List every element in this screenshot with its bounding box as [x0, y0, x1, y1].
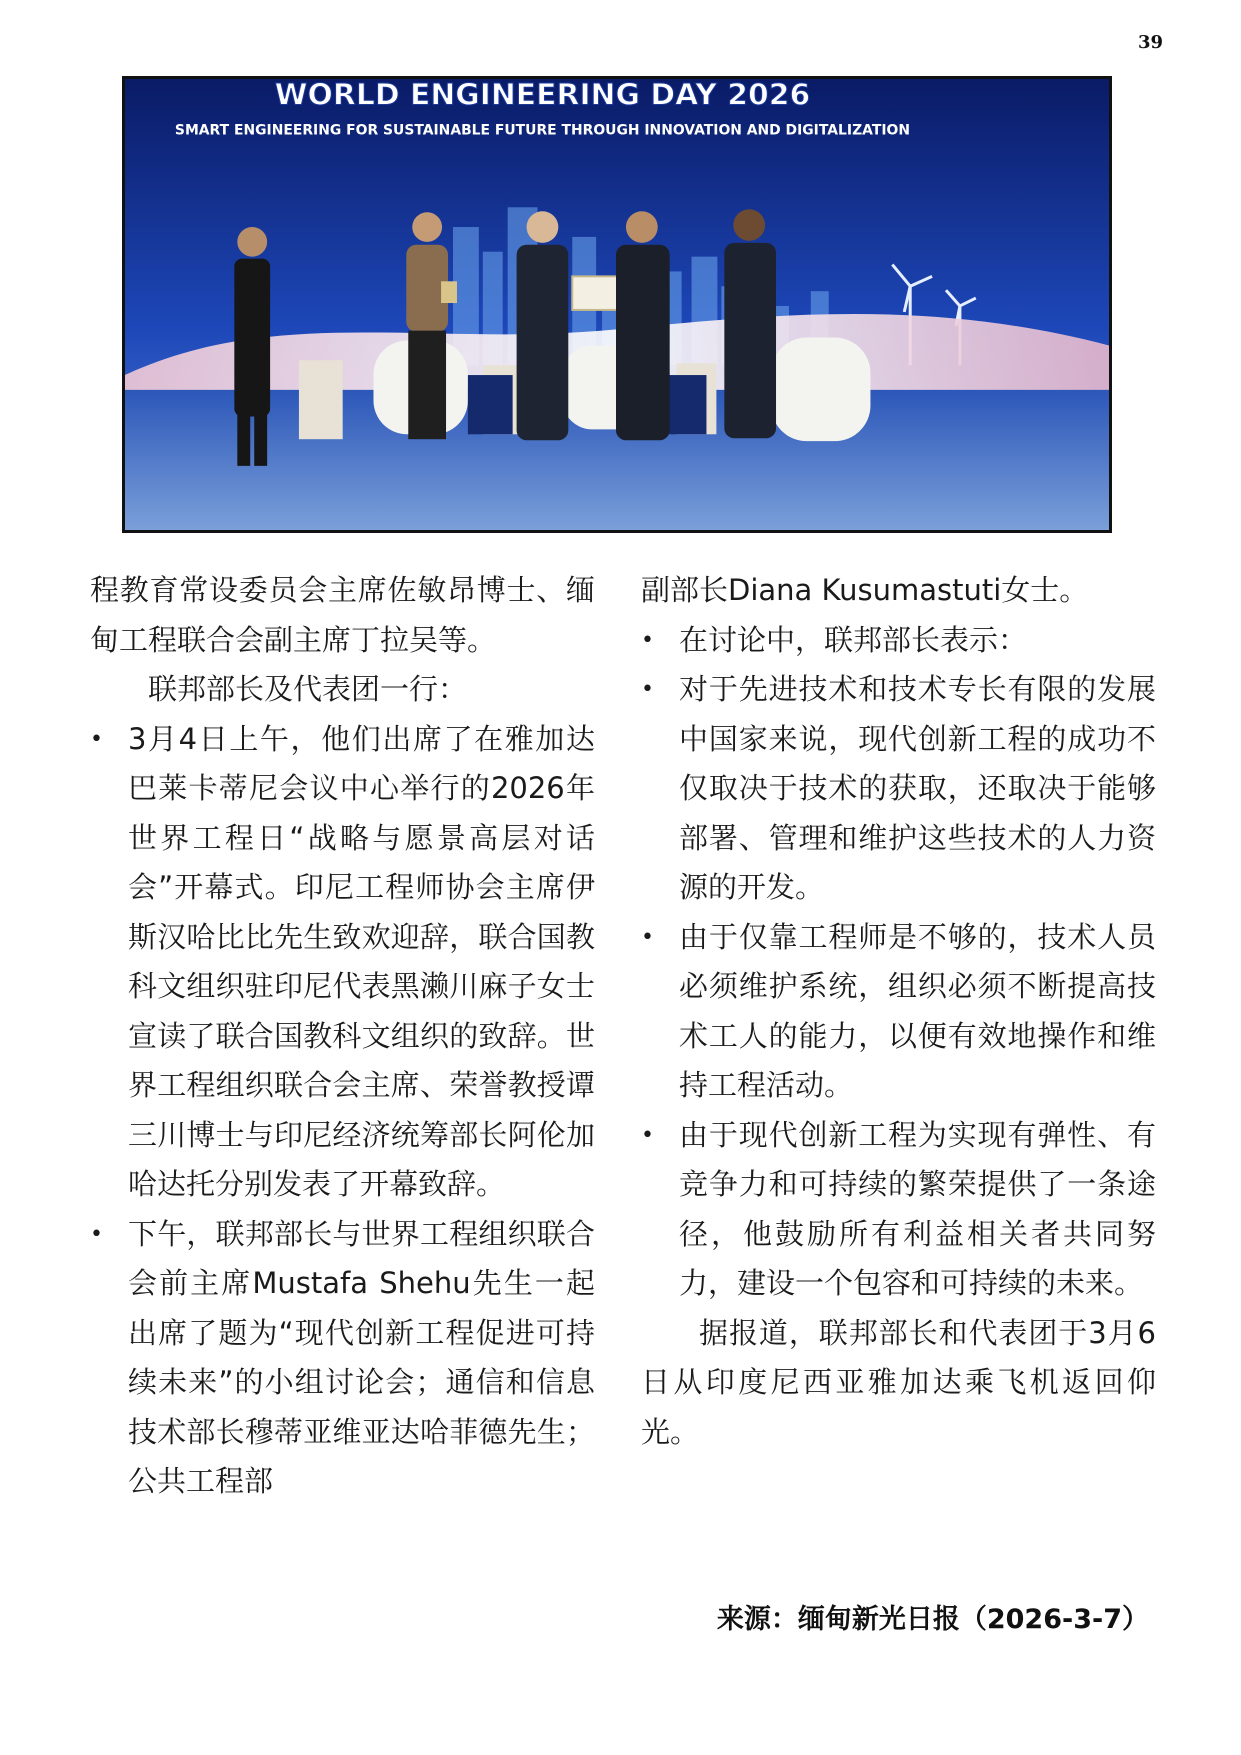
left-column: [90, 566, 595, 1507]
closing-paragraph: 据报道，联邦部长和代表团于3月6日从印度尼西亚雅加达乘飞机返回仰光。: [641, 1315, 1156, 1449]
left-bullet-list: [90, 715, 595, 1507]
source-credit: 来源：缅甸新光日报（2026-3-7）: [716, 1604, 1149, 1635]
banner-subtitle: SMART ENGINEERING FOR SUSTAINABLE FUTURE THROUGH INNOVATION AND DIGITALIZATION: [174, 122, 910, 139]
banner-title: WORLD ENGINEERING DAY 2026: [274, 79, 811, 113]
continuation-line: 副部长Diana Kusumastuti女士。: [641, 573, 1089, 607]
bullet-sustainable-future: • 由于现代创新工程为实现有弹性、有竞争力和可持续的繁荣提供了一条途径，他鼓励所有利益相关者共同努力，建设一个包容和可持续的未来。: [641, 1111, 1156, 1309]
certificate: [572, 276, 618, 310]
event-photo-illustration: [125, 79, 1109, 530]
right-bullet-list: [641, 616, 1156, 1309]
page-number: 39: [1137, 32, 1163, 53]
official-figure: [724, 209, 776, 438]
delegation-intro: 联邦部长及代表团一行：: [148, 672, 468, 706]
continuation-paragraph: 程教育常设委员会主席佐敏昂博士、缅甸工程联合会副主席丁拉吴等。: [90, 573, 595, 657]
bullet-morning-opening: • 3月4日上午，他们出席了在雅加达巴莱卡蒂尼会议中心举行的2026年世界工程日“战略与愿景高层对话会”开幕式。印尼工程师协会主席伊斯汉哈比比先生致欢迎辞，联合国教科文组织驻印尼代表黑濑川麻子女士宣读了联合国教科文组织的致辞。世界工程组织联合会主席、荣誉教授谭三川博士与印尼经济统筹部长阿伦加哈达托分别发表了开幕致辞。: [90, 715, 595, 1210]
bullet-human-resources: • 对于先进技术和技术专长有限的发展中国家来说，现代创新工程的成功不仅取决于技术的获取，还取决于能够部署、管理和维护这些技术的人力资源的开发。: [641, 665, 1156, 913]
right-column: [641, 566, 1156, 1457]
bullet-minister-said: • 在讨论中，联邦部长表示：: [641, 616, 1156, 666]
bullet-technicians: • 由于仅靠工程师是不够的，技术人员必须维护系统，组织必须不断提高技术工人的能力，以便有效地操作和维持工程活动。: [641, 913, 1156, 1111]
bullet-afternoon-panel: • 下午，联邦部长与世界工程组织联合会前主席Mustafa Shehu先生一起出席了题为“现代创新工程促进可持续未来”的小组讨论会；通信和信息技术部长穆蒂亚维亚达哈菲德先生；公共工程部: [90, 1210, 595, 1507]
event-photo: [122, 76, 1112, 533]
presenter-figure: [517, 211, 569, 440]
recipient-figure: [616, 211, 670, 440]
